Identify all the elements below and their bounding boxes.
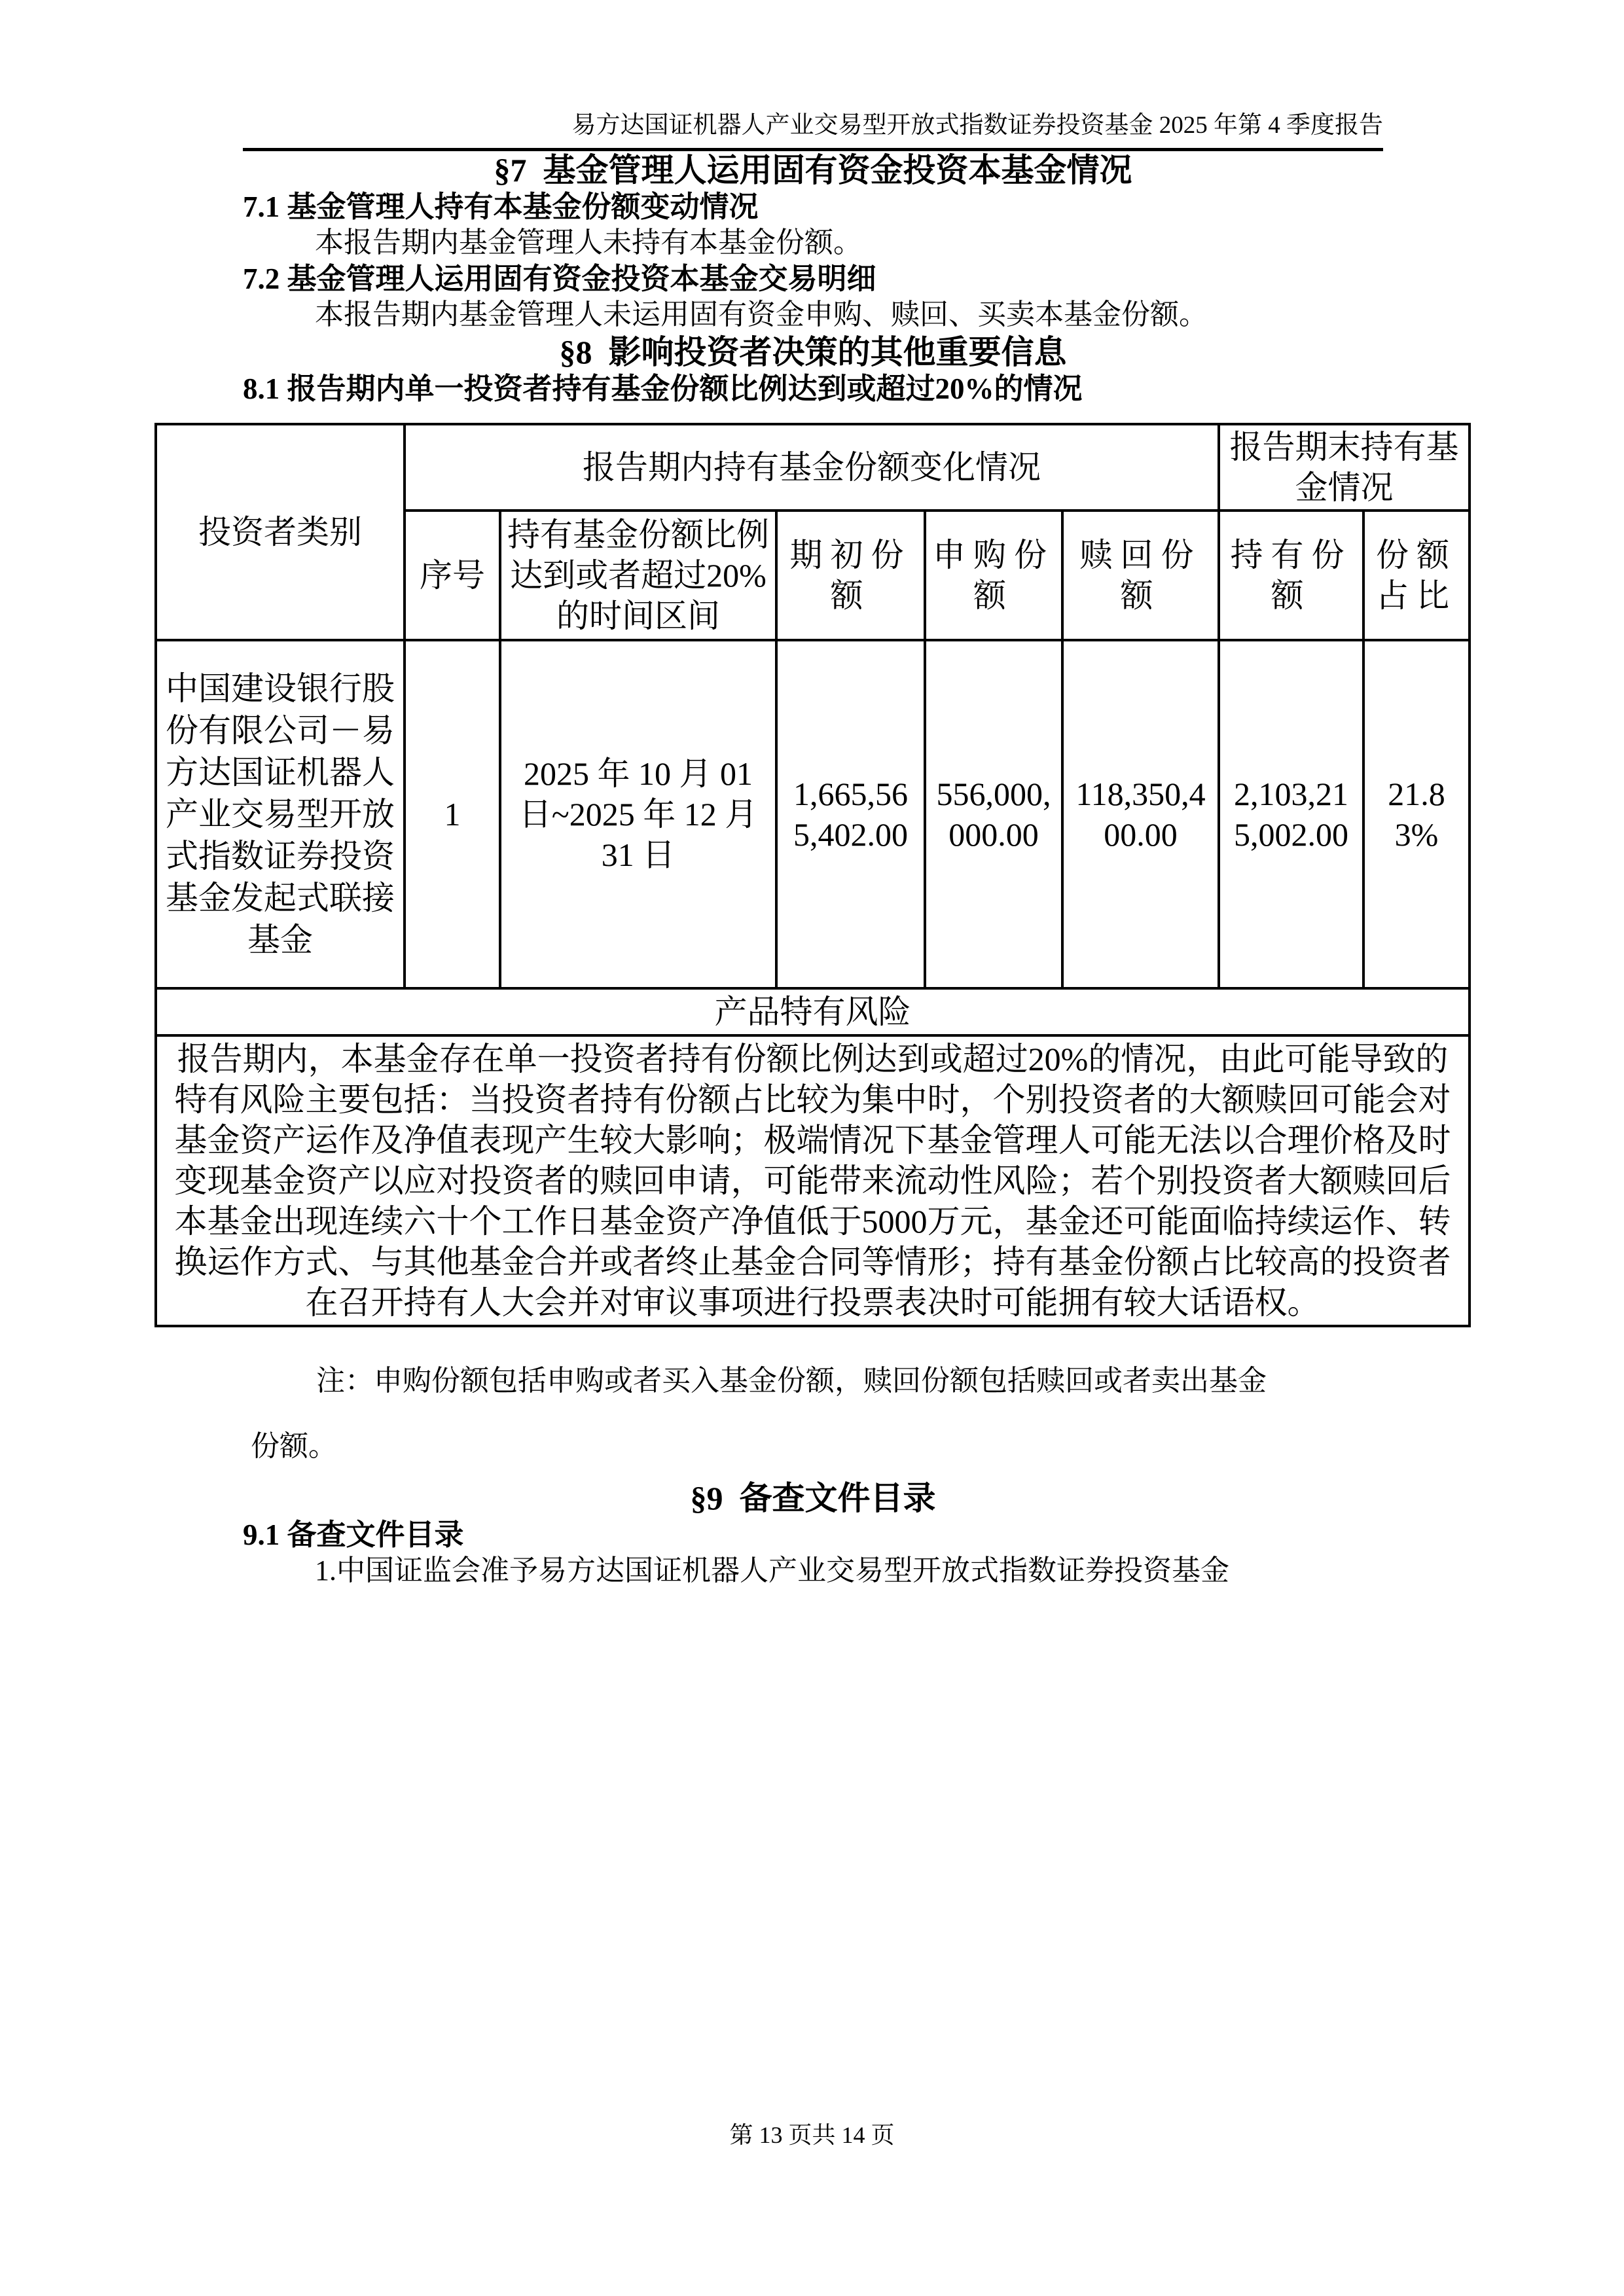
risk-text-row — [156, 1035, 1470, 1326]
cell-hold-shares: 2,103,215,002.00 — [1219, 640, 1363, 988]
col-header-period-change: 报告期内持有基金份额变化情况 — [405, 424, 1219, 511]
single-investor-table — [154, 423, 1471, 1327]
col-header-redeem-shares: 赎回份额 — [1062, 511, 1219, 640]
cell-purchase-shares: 556,000,000.00 — [925, 640, 1062, 988]
paragraph-9-1: 1.中国证监会准予易方达国证机器人产业交易型开放式指数证券投资基金 — [315, 1554, 1229, 1587]
table-header-row-1 — [156, 424, 1470, 511]
heading-7-1: 7.1 基金管理人持有本基金份额变动情况 — [243, 190, 759, 223]
col-header-criteria: 持有基金份额比例达到或者超过20%的时间区间 — [500, 511, 776, 640]
col-header-share-ratio: 份额占比 — [1363, 511, 1470, 640]
paragraph-7-1: 本报告期内基金管理人未持有本基金份额。 — [315, 226, 862, 259]
col-header-seq: 序号 — [405, 511, 500, 640]
page-footer: 第 13 页共 14 页 — [729, 2122, 895, 2148]
cell-share-ratio: 21.83% — [1363, 640, 1470, 988]
cell-period: 2025 年 10 月 01 日~2025 年 12 月 31 日 — [500, 640, 776, 988]
cell-redeem-shares: 118,350,400.00 — [1062, 640, 1219, 988]
section-8-heading: §8 影响投资者决策的其他重要信息 — [559, 334, 1067, 370]
paragraph-7-2: 本报告期内基金管理人未运用固有资金申购、赎回、买卖本基金份额。 — [315, 298, 1208, 331]
cell-investor-name: 中国建设银行股份有限公司－易方达国证机器人产业交易型开放式指数证券投资基金发起式联接基金 — [156, 640, 405, 988]
col-header-period-end: 报告期末持有基金情况 — [1219, 424, 1470, 511]
risk-text: 报告期内，本基金存在单一投资者持有份额比例达到或超过20%的情况，由此可能导致的特有风险主要包括：当投资者持有份额占比较为集中时，个别投资者的大额赎回可能会对基金资产运作及净值表现产生较大影响；极端情况下基金管理人可能无法以合理价格及时变现基金资产以应对投资者的赎回申请，可能带来流动性风险；若个别投资者大额赎回后本基金出现连续六十个工作日基金资产净值低于5000万元，基金还可能面临持续运作、转换运作方式、与其他基金合并或者终止基金合同等情形；持有基金份额占比较高的投资者在召开持有人大会并对审议事项进行投票表决时可能拥有较大话语权。 — [156, 1035, 1470, 1326]
risk-title-row — [156, 988, 1470, 1035]
section-7-heading: §7 基金管理人运用固有资金投资本基金情况 — [494, 152, 1132, 188]
heading-8-1: 8.1 报告期内单一投资者持有基金份额比例达到或超过20%的情况 — [243, 372, 1083, 405]
heading-7-2: 7.2 基金管理人运用固有资金投资本基金交易明细 — [243, 262, 876, 295]
col-header-hold-shares: 持有份额 — [1219, 511, 1363, 640]
cell-begin-shares: 1,665,565,402.00 — [776, 640, 925, 988]
cell-seq: 1 — [405, 640, 500, 988]
col-header-investor-type: 投资者类别 — [156, 424, 405, 640]
heading-9-1: 9.1 备查文件目录 — [243, 1518, 464, 1551]
page-header-title: 易方达国证机器人产业交易型开放式指数证券投资基金 2025 年第 4 季度报告 — [571, 112, 1383, 139]
col-header-begin-shares: 期初份额 — [776, 511, 925, 640]
section-9-heading: §9 备查文件目录 — [690, 1480, 936, 1516]
risk-title: 产品特有风险 — [156, 988, 1470, 1035]
col-header-purchase-shares: 申购份额 — [925, 511, 1062, 640]
page-header — [243, 111, 1383, 151]
table-note: 注：申购份额包括申购或者买入基金份额，赎回份额包括赎回或者卖出基金份额。 — [251, 1365, 1267, 1462]
table-data-row — [156, 640, 1470, 988]
